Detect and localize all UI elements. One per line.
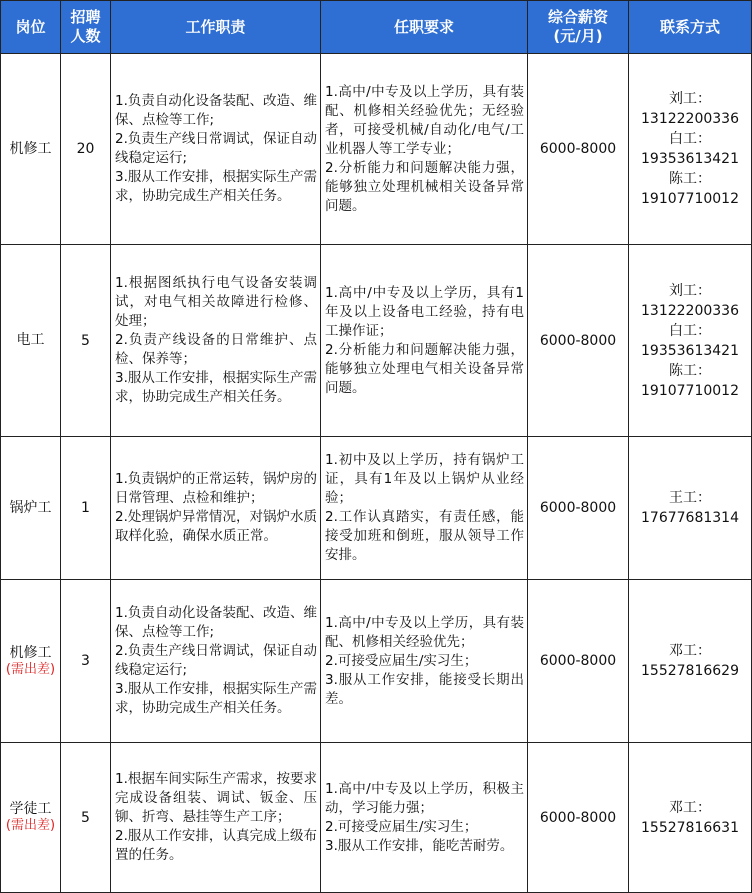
requirement-item: 1.高中/中专及以上学历，具有1年及以上设备电工经验，持有电工操作证；	[325, 284, 524, 339]
headcount-cell: 5	[61, 743, 111, 893]
salary-cell: 6000-8000	[528, 54, 629, 245]
post-name: 锅炉工	[9, 499, 52, 516]
duty-item: 1.根据车间实际生产需求，按要求完成设备组装、调试、钣金、压铆、折弯、悬挂等生产工序；	[115, 771, 317, 825]
header-row	[1, 1, 752, 54]
requirement-item: 1.初中及以上学历，持有锅炉工证，具有1年及以上锅炉从业经验；	[325, 452, 524, 506]
header-count-line1: 招聘	[70, 8, 101, 26]
salary-cell: 6000-8000	[528, 580, 629, 743]
requirements-cell	[321, 437, 528, 580]
requirements-cell	[321, 245, 528, 437]
duty-item: 2.处理锅炉异常情况，对锅炉水质取样化验，确保水质正常。	[115, 509, 317, 544]
contact-cell	[629, 580, 752, 743]
table-row	[1, 580, 752, 743]
salary-cell: 6000-8000	[528, 743, 629, 893]
requirement-item: 2.工作认真踏实，有责任感，能接受加班和倒班，服从领导工作安排。	[325, 509, 524, 563]
travel-note: (需出差)	[5, 661, 56, 677]
table-row	[1, 54, 752, 245]
headcount-cell: 20	[61, 54, 111, 245]
headcount-cell: 5	[61, 245, 111, 437]
contact-cell	[629, 54, 752, 245]
travel-note: (需出差)	[5, 818, 56, 833]
contact-phone: 17677681314	[641, 510, 739, 526]
contact-phone: 15527816631	[641, 819, 739, 836]
contact-cell	[629, 437, 752, 580]
contact-phone: 19353613421	[641, 342, 739, 359]
duty-item: 1.根据图纸执行电气设备安装调试，对电气相关故障进行检修、处理；	[115, 275, 317, 329]
requirement-item: 1.高中/中专及以上学历，具有装配、机修相关经验优先；无经验者，可接受机械/自动化/电气/工业机器人等工学专业；	[325, 83, 524, 157]
requirements-cell	[321, 743, 528, 893]
contact-name: 邓工：	[669, 799, 711, 816]
duties-cell	[111, 245, 321, 437]
post-name: 机修工	[9, 644, 52, 661]
duty-item: 3.服从工作安排，根据实际生产需求，协助完成生产相关任务。	[115, 681, 317, 716]
duty-item: 1.负责自动化设备装配、改造、维保、点检等工作;	[115, 93, 317, 128]
header-count-line2: 人数	[70, 27, 101, 45]
contact-name: 白工：	[669, 131, 711, 147]
header-contact: 联系方式	[629, 1, 752, 54]
requirement-item: 3.服从工作安排，能接受长期出差。	[325, 671, 524, 707]
contact-phone: 19353613421	[641, 151, 739, 167]
contact-phone: 13122200336	[641, 111, 739, 127]
requirement-item: 1.高中/中专及以上学历，具有装配、机修相关经验优先；	[325, 614, 524, 650]
header-post: 岗位	[1, 1, 61, 54]
post-cell	[1, 437, 61, 580]
requirement-item: 2.可接受应届生/实习生；	[325, 652, 478, 669]
requirement-item: 2.分析能力和问题解决能力强，能够独立处理电气相关设备异常问题。	[325, 341, 524, 396]
header-salary	[528, 1, 629, 54]
duty-item: 3.服从工作安排，根据实际生产需求，协助完成生产相关任务。	[115, 169, 317, 204]
table-row	[1, 743, 752, 893]
duty-item: 2.负责产线设备的日常维护、点检、保养等；	[115, 332, 317, 367]
headcount-cell: 1	[61, 437, 111, 580]
duties-cell	[111, 580, 321, 743]
contact-name: 白工：	[669, 322, 711, 339]
duty-item: 1.负责锅炉的正常运转，锅炉房的日常管理、点检和维护；	[115, 471, 317, 506]
salary-cell: 6000-8000	[528, 437, 629, 580]
contact-name: 刘工：	[669, 91, 711, 107]
requirement-item: 2.分析能力和问题解决能力强，能够独立处理机械相关设备异常问题。	[325, 159, 524, 214]
header-requirements: 任职要求	[321, 1, 528, 54]
post-cell	[1, 54, 61, 245]
contact-cell	[629, 743, 752, 893]
header-count	[61, 1, 111, 54]
requirement-item: 2.可接受应届生/实习生；	[325, 818, 478, 835]
duties-cell	[111, 437, 321, 580]
post-cell	[1, 580, 61, 743]
contact-cell	[629, 245, 752, 437]
duties-cell	[111, 54, 321, 245]
contact-name: 邓工：	[669, 643, 711, 659]
requirements-cell	[321, 580, 528, 743]
duty-item: 3.服从工作安排，根据实际生产需求，协助完成生产相关任务。	[115, 370, 317, 405]
table-body	[1, 54, 752, 893]
table-row	[1, 245, 752, 437]
contact-phone: 13122200336	[641, 302, 739, 319]
duty-item: 2.服从工作安排，认真完成上级布置的任务。	[115, 828, 317, 863]
contact-name: 王工：	[669, 490, 711, 506]
salary-cell: 6000-8000	[528, 245, 629, 437]
contact-name: 刘工：	[669, 282, 711, 299]
header-salary-line2: (元/月)	[553, 27, 603, 45]
table-row	[1, 437, 752, 580]
post-name: 学徒工	[9, 801, 52, 817]
requirements-cell	[321, 54, 528, 245]
contact-phone: 19107710012	[641, 191, 739, 207]
contact-phone: 19107710012	[641, 382, 739, 399]
headcount-cell: 3	[61, 580, 111, 743]
post-cell	[1, 743, 61, 893]
requirement-item: 1.高中/中专及以上学历，积极主动，学习能力强；	[325, 780, 524, 816]
duty-item: 2.负责生产线日常调试，保证自动线稳定运行;	[115, 131, 317, 166]
duties-cell	[111, 743, 321, 893]
post-cell	[1, 245, 61, 437]
post-name: 机修工	[9, 140, 52, 157]
post-name: 电工	[16, 332, 45, 348]
contact-name: 陈工：	[669, 171, 711, 187]
duty-item: 2.负责生产线日常调试，保证自动线稳定运行;	[115, 643, 317, 678]
header-duties: 工作职责	[111, 1, 321, 54]
requirement-item: 3.服从工作安排，能吃苦耐劳。	[325, 837, 514, 854]
contact-name: 陈工：	[669, 362, 711, 379]
header-salary-line1: 综合薪资	[547, 8, 608, 26]
duty-item: 1.负责自动化设备装配、改造、维保、点检等工作;	[115, 605, 317, 640]
contact-phone: 15527816629	[641, 663, 739, 679]
